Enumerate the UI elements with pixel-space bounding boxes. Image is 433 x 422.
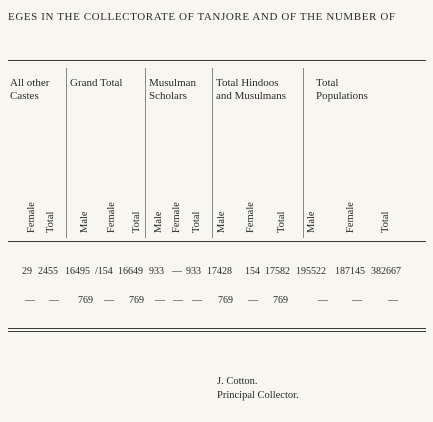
group-divider [145,68,146,238]
subheader: Total [276,211,287,233]
subheader: Male [79,211,90,233]
table-cell: — [192,295,202,306]
bottom-rule [8,328,426,329]
table-cell: 187145 [335,266,365,277]
table-cell: 195522 [296,266,326,277]
subheader: Total [45,211,56,233]
subheader: Female [171,202,182,233]
table-cell: 933 [186,266,201,277]
table-cell: — [104,295,114,306]
table-cell: 769 [129,295,144,306]
subheader: Male [216,211,227,233]
table-cell: 2455 [38,266,58,277]
table-cell: 17582 [265,266,290,277]
header-grand-total: Grand Total [70,77,123,89]
subheader: Female [106,202,117,233]
subheader: Total [191,211,202,233]
subheader: Female [245,202,256,233]
table-cell: 933 [149,266,164,277]
signature [217,375,299,403]
table-cell: — [318,295,328,306]
table-cell: — [352,295,362,306]
table-cell: — [172,266,182,277]
table-cell: 17428 [207,266,232,277]
group-divider [303,68,304,238]
bottom-rule [8,331,426,332]
subheader: Male [306,211,317,233]
subheader: Female [26,202,37,233]
table-cell: /154 [95,266,113,277]
group-divider [212,68,213,238]
table-cell: — [388,295,398,306]
header-musulman-scholars: Musulman Scholars [149,77,197,102]
header-all-other-castes: All other Castes [10,77,50,102]
subheader: Total [131,211,142,233]
table-cell: 382667 [371,266,401,277]
subheader: Male [153,211,164,233]
subheader: Total [380,211,391,233]
table-cell: — [25,295,35,306]
table-cell: — [155,295,165,306]
page-title: EGES IN THE COLLECTORATE OF TANJORE AND OF THE NUMBER OF [8,11,396,23]
table-cell: 29 [22,266,32,277]
subheader: Female [345,202,356,233]
table-cell: — [248,295,258,306]
header-total-hindoos: Total Hindoos and Musulmans [216,77,286,102]
signature-name: J. Cotton. [217,376,258,387]
table-cell: 154 [245,266,260,277]
table-cell: — [173,295,183,306]
group-divider [66,68,67,238]
top-rule [8,60,426,61]
table-cell: 769 [218,295,233,306]
table-cell: 16495 [65,266,90,277]
header-total-populations: Total Populations [316,77,368,102]
header-rule [8,241,426,242]
table-cell: 769 [273,295,288,306]
table-cell: — [49,295,59,306]
signature-role: Principal Collector. [217,390,299,401]
table-cell: 769 [78,295,93,306]
table-cell: 16649 [118,266,143,277]
